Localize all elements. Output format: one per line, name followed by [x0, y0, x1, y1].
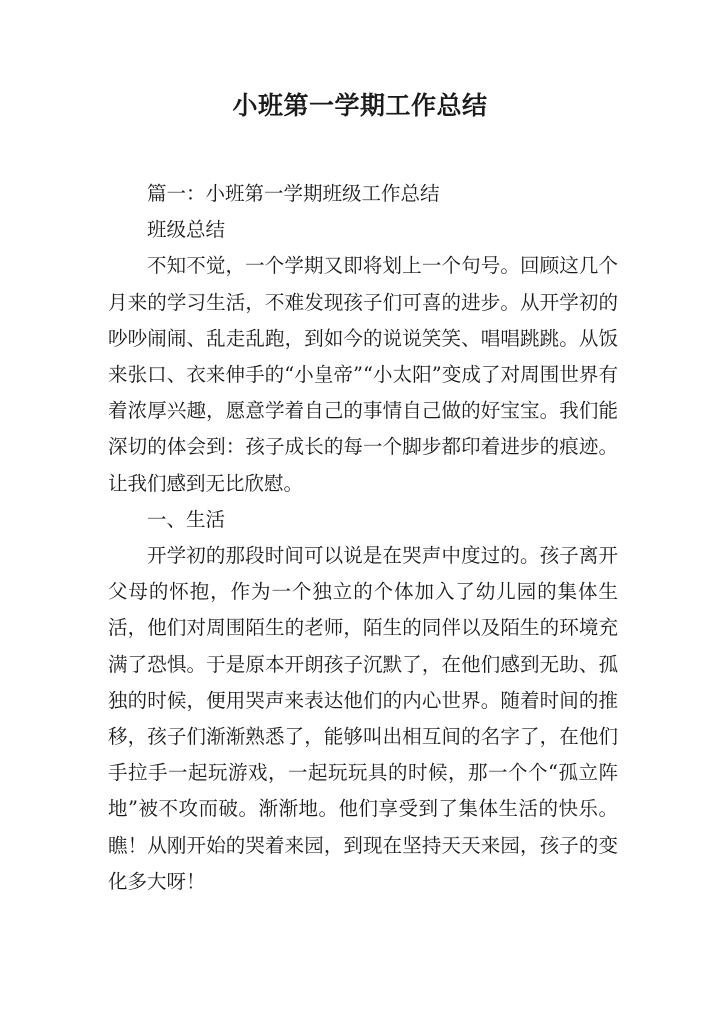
section-heading: 篇一：小班第一学期班级工作总结: [147, 182, 440, 205]
page-title: 小班第一学期工作总结: [232, 91, 488, 120]
body-paragraph: 不知不觉，一个学期又即将划上一个句号。回顾这几个月来的学习生活，不难发现孩子们可喜的进步。从开学初的吵吵闹闹、乱走乱跑，到如今的说说笑笑、唱唱跳跳。从饭来张口、衣来伸手的“小皇帝”“小太阳”变成了对周围世界有着浓厚兴趣，愿意学着自己的事情自己做的好宝宝。我们能深切的体会到：孩子成长的每一个脚步都印着进步的痕迹。让我们感到无比欣慰。: [108, 254, 618, 495]
body-paragraph: 开学初的那段时间可以说是在哭声中度过的。孩子离开父母的怀抱，作为一个独立的个体加入了幼儿园的集体生活，他们对周围陌生的老师，陌生的同伴以及陌生的环境充满了恐惧。于是原本开朗孩子沉默了，在他们感到无助、孤独的时候，便用哭声来表达他们的内心世界。随着时间的推移，孩子们渐渐熟悉了，能够叫出相互间的名字了，在他们手拉手一起玩游戏，一起玩玩具的时候，那一个个“孤立阵地”被不攻而破。渐渐地。他们享受到了集体生活的快乐。瞧！从刚开始的哭着来园，到现在坚持天天来园，孩子的变化多大呀！: [108, 544, 618, 893]
document-body: [108, 176, 618, 900]
subsection-heading: 一、生活: [147, 507, 226, 531]
subsection-heading: 班级总结: [147, 218, 226, 242]
